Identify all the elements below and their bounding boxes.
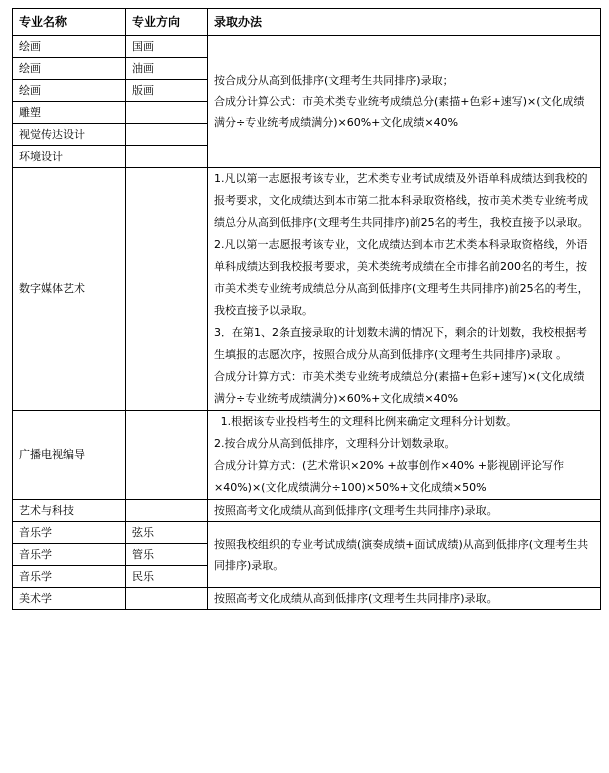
method-line: 合成分计算方式：市美术类专业统考成绩总分(素描+色彩+速写)×(文化成绩满分÷专业统考成绩满分)×60%+文化成绩×40% <box>214 370 585 405</box>
header-row <box>13 9 601 36</box>
major-name: 艺术与科技 <box>13 500 126 522</box>
major-name: 广播电视编导 <box>13 411 126 500</box>
table-row-digital-media <box>13 168 601 411</box>
header-admission-method: 录取办法 <box>208 9 601 36</box>
admission-method-broadcast <box>208 411 601 500</box>
major-name: 音乐学 <box>13 544 126 566</box>
major-direction: 油画 <box>126 58 208 80</box>
admission-method-fine-arts: 按照高考文化成绩从高到低排序(文理考生共同排序)录取。 <box>208 588 601 610</box>
major-name: 美术学 <box>13 588 126 610</box>
major-name: 音乐学 <box>13 522 126 544</box>
table-row <box>13 36 601 58</box>
major-direction: 弦乐 <box>126 522 208 544</box>
major-direction: 版画 <box>126 80 208 102</box>
header-major-name: 专业名称 <box>13 9 126 36</box>
method-line: 1.凡以第一志愿报考该专业，艺术类专业考试成绩及外语单科成绩达到我校的报考要求，文化成绩达到本市第二批本科录取资格线，按市美术类专业统考成绩总分从高到低排序(文理考生共同排序)前25名的考生，我校直接予以录取。 <box>214 172 589 229</box>
major-direction <box>126 146 208 168</box>
header-major-direction: 专业方向 <box>126 9 208 36</box>
major-name: 绘画 <box>13 58 126 80</box>
admission-method-digital-media <box>208 168 601 411</box>
major-direction <box>126 168 208 411</box>
method-line: 1.根据该专业投档考生的文理科比例来确定文理科分计划数。 <box>220 415 518 428</box>
method-line: 2.凡以第一志愿报考该专业，文化成绩达到本市艺术类本科录取资格线，外语单科成绩达到我校报考要求，美术类统考成绩在全市排名前200名的考生，按市美术类专业统考成绩总分从高到低排序(文理考生共同排序)前25名的考生，我校直接予以录取。 <box>214 238 589 317</box>
major-direction <box>126 411 208 500</box>
major-direction: 民乐 <box>126 566 208 588</box>
table-row-fine-arts <box>13 588 601 610</box>
admission-method-fine-art <box>208 36 601 168</box>
major-name: 雕塑 <box>13 102 126 124</box>
major-name: 绘画 <box>13 80 126 102</box>
major-direction: 国画 <box>126 36 208 58</box>
admission-table <box>12 8 601 610</box>
table-row <box>13 522 601 544</box>
method-line: 3．在第1、2条直接录取的计划数未满的情况下，剩余的计划数，我校根据考生填报的志愿次序，按照合成分从高到低排序(文理考生共同排序)录取 。 <box>214 326 587 361</box>
major-name: 视觉传达设计 <box>13 124 126 146</box>
major-direction <box>126 124 208 146</box>
major-direction <box>126 102 208 124</box>
admission-method-art-tech: 按照高考文化成绩从高到低排序(文理考生共同排序)录取。 <box>208 500 601 522</box>
table-row-art-tech <box>13 500 601 522</box>
major-direction <box>126 588 208 610</box>
major-name: 环境设计 <box>13 146 126 168</box>
major-direction: 管乐 <box>126 544 208 566</box>
table-row-broadcast <box>13 411 601 500</box>
method-line: 合成分计算公式：市美术类专业统考成绩总分(素描+色彩+速写)×(文化成绩满分÷专业统考成绩满分)×60%+文化成绩×40% <box>214 95 585 129</box>
method-line: 2.按合成分从高到低排序，文理科分计划数录取。 <box>214 437 456 450</box>
method-line: 合成分计算方式：(艺术常识×20% +故事创作×40% +影视剧评论写作×40%)×(文化成绩满分÷100)×50%+文化成绩×50% <box>214 459 565 494</box>
major-direction <box>126 500 208 522</box>
major-name: 绘画 <box>13 36 126 58</box>
method-line: 按合成分从高到低排序(文理考生共同排序)录取； <box>214 74 454 87</box>
major-name: 音乐学 <box>13 566 126 588</box>
major-name: 数字媒体艺术 <box>13 168 126 411</box>
admission-method-music: 按照我校组织的专业考试成绩(演奏成绩+面试成绩)从高到低排序(文理考生共同排序)录取。 <box>208 522 601 588</box>
